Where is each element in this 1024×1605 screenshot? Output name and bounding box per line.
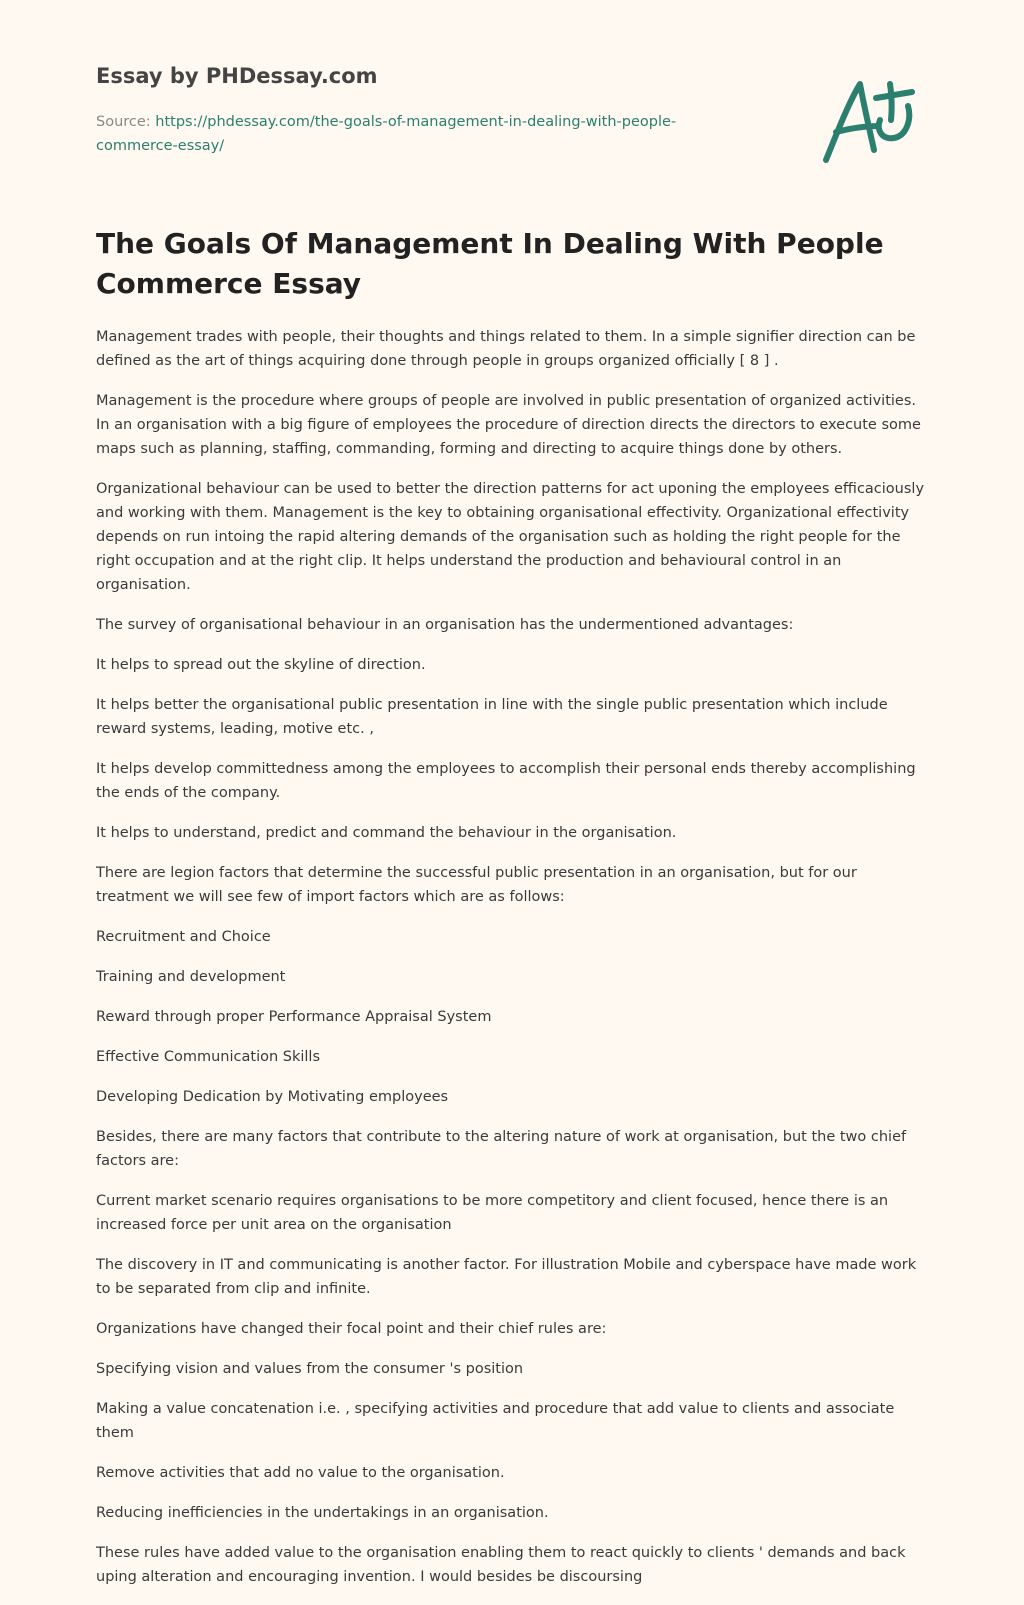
- list-item: The discovery in IT and communicating is another factor. For illustration Mobile and cyberspace have made work to be separated from clip and infinite.: [96, 1257, 917, 1297]
- list-item: Effective Communication Skills: [96, 1049, 321, 1065]
- paragraph: Management trades with people, their thoughts and things related to them. In a simple signifier direction can be defined as the art of things acquiring done through people in groups organized officially [ 8 ] .: [96, 329, 916, 369]
- essay-title: The Goals Of Management In Dealing With People Commerce Essay: [96, 227, 884, 300]
- paragraph: Organizations have changed their focal point and their chief rules are:: [96, 1321, 607, 1337]
- list-item: Recruitment and Choice: [96, 929, 271, 945]
- list-item: Specifying vision and values from the consumer 's position: [96, 1361, 524, 1377]
- list-item: Making a value concatenation i.e. , specifying activities and procedure that add value to clients and associate them: [96, 1401, 895, 1441]
- a-plus-logo-icon: [818, 76, 930, 166]
- paragraph: Management is the procedure where groups of people are involved in public presentation of organized activities. In an organisation with a big figure of employees the procedure of direction directs the directors to execute some maps such as planning, staffing, commanding, forming and directing to acquire things done by others.: [96, 393, 921, 457]
- paragraph: There are legion factors that determine the successful public presentation in an organisation, but for our treatment we will see few of import factors which are as follows:: [96, 865, 857, 905]
- list-item: Reward through proper Performance Appraisal System: [96, 1009, 492, 1025]
- source-label: Source:: [96, 114, 156, 130]
- list-item: It helps to spread out the skyline of direction.: [96, 657, 426, 673]
- list-item: Training and development: [96, 969, 286, 985]
- site-brand: Essay by PHDessay.com: [96, 64, 378, 88]
- list-item: Reducing inefficiencies in the undertakings in an organisation.: [96, 1505, 549, 1521]
- source-line: [96, 110, 736, 158]
- list-item: Remove activities that add no value to the organisation.: [96, 1465, 505, 1481]
- list-item: Developing Dedication by Motivating employees: [96, 1089, 449, 1105]
- list-item: It helps to understand, predict and command the behaviour in the organisation.: [96, 825, 677, 841]
- paragraph: Besides, there are many factors that contribute to the altering nature of work at organisation, but the two chief factors are:: [96, 1129, 907, 1169]
- list-item: Current market scenario requires organisations to be more competitory and client focused, hence there is an increased force per unit area on the organisation: [96, 1193, 889, 1233]
- list-item: It helps develop committedness among the employees to accomplish their personal ends thereby accomplishing the ends of the company.: [96, 761, 916, 801]
- list-item: It helps better the organisational public presentation in line with the single public presentation which include reward systems, leading, motive etc. ,: [96, 697, 888, 737]
- source-link[interactable]: https://phdessay.com/the-goals-of-management-in-dealing-with-people-commerce-essay/: [96, 114, 677, 154]
- paragraph: The survey of organisational behaviour in an organisation has the undermentioned advantages:: [96, 617, 794, 633]
- paragraph: Organizational behaviour can be used to better the direction patterns for act uponing the employees efficaciously and working with them. Management is the key to obtaining organisational effectivity. Organizational effectivity depends on run intoing the rapid altering demands of the organisation such as holding the right people for the right occupation and at the right clip. It helps understand the production and behavioural control in an organisation.: [96, 481, 925, 593]
- paragraph: These rules have added value to the organisation enabling them to react quickly to clients ' demands and back uping alteration and encouraging invention. I would besides be discoursing: [96, 1545, 906, 1585]
- essay-body: [96, 325, 931, 1605]
